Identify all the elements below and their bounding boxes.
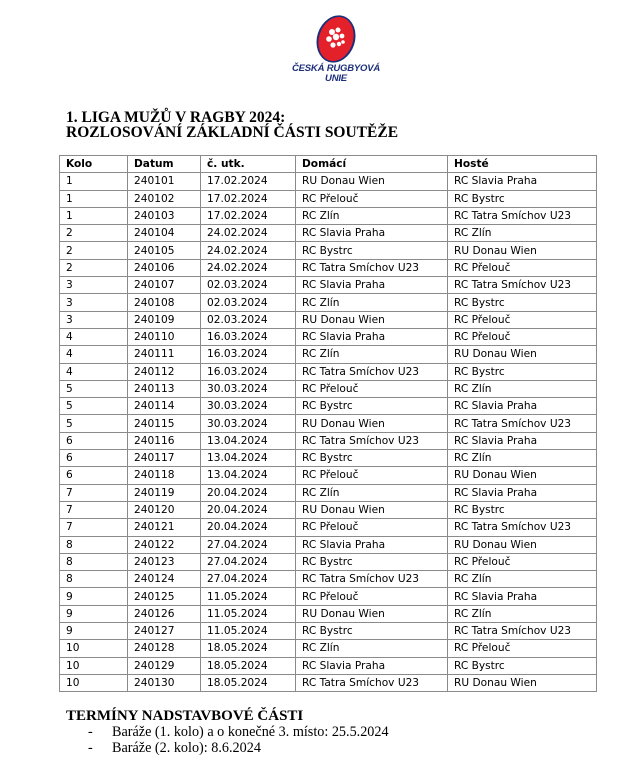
cell-kolo: 9 [60,605,128,622]
cell-datum: 240107 [128,277,201,294]
cell-kolo: 1 [60,207,128,224]
cell-hoste: RU Donau Wien [448,242,597,259]
header-datum: Datum [128,156,201,173]
cell-datum: 240128 [128,640,201,657]
cell-hoste: RC Zlín [448,605,597,622]
cell-domaci: RC Zlín [296,207,448,224]
cell-hoste: RC Bystrc [448,363,597,380]
cell-datum: 240108 [128,294,201,311]
table-row [60,640,597,657]
cell-hoste: RC Slavia Praha [448,484,597,501]
header-cislo-utkani: č. utk. [201,156,296,173]
cell-kolo: 6 [60,467,128,484]
cell-hoste: RC Přelouč [448,640,597,657]
table-row [60,242,597,259]
cell-domaci: RU Donau Wien [296,501,448,518]
cell-cislo-utkani: 13.04.2024 [201,432,296,449]
table-row [60,346,597,363]
cell-kolo: 3 [60,311,128,328]
cell-cislo-utkani: 13.04.2024 [201,450,296,467]
playoff-list [66,724,389,756]
playoff-section [66,708,389,756]
cell-hoste: RU Donau Wien [448,674,597,691]
table-row [60,605,597,622]
cell-cislo-utkani: 24.02.2024 [201,242,296,259]
logo-text-line2: UNIE [325,73,347,84]
cell-cislo-utkani: 13.04.2024 [201,467,296,484]
cell-hoste: RC Bystrc [448,501,597,518]
cell-kolo: 8 [60,571,128,588]
table-row [60,294,597,311]
table-row [60,484,597,501]
cell-datum: 240117 [128,450,201,467]
cell-hoste: RC Slavia Praha [448,432,597,449]
cell-domaci: RU Donau Wien [296,415,448,432]
table-row [60,277,597,294]
cell-hoste: RC Tatra Smíchov U23 [448,415,597,432]
cell-kolo: 6 [60,432,128,449]
cell-datum: 240130 [128,674,201,691]
cell-kolo: 3 [60,277,128,294]
cell-datum: 240119 [128,484,201,501]
cell-kolo: 2 [60,259,128,276]
cell-hoste: RC Zlín [448,450,597,467]
table-row [60,259,597,276]
cell-datum: 240101 [128,173,201,190]
table-row [60,173,597,190]
cell-cislo-utkani: 24.02.2024 [201,259,296,276]
bullet-dash: - [88,740,93,756]
document-title [66,110,398,140]
cell-kolo: 10 [60,640,128,657]
table-row [60,225,597,242]
logo-text [284,64,388,84]
cell-datum: 240114 [128,398,201,415]
table-row [60,415,597,432]
cell-datum: 240109 [128,311,201,328]
cell-domaci: RC Tatra Smíchov U23 [296,259,448,276]
schedule-table [59,155,597,692]
cell-kolo: 3 [60,294,128,311]
cell-cislo-utkani: 16.03.2024 [201,328,296,345]
cell-kolo: 5 [60,380,128,397]
cell-kolo: 9 [60,623,128,640]
cell-datum: 240104 [128,225,201,242]
cell-domaci: RC Tatra Smíchov U23 [296,571,448,588]
cell-datum: 240126 [128,605,201,622]
cell-cislo-utkani: 27.04.2024 [201,536,296,553]
cell-domaci: RC Zlín [296,484,448,501]
table-row [60,363,597,380]
cell-domaci: RC Bystrc [296,553,448,570]
cell-cislo-utkani: 11.05.2024 [201,623,296,640]
cell-kolo: 5 [60,398,128,415]
table-row [60,588,597,605]
cell-hoste: RC Přelouč [448,259,597,276]
cell-kolo: 2 [60,225,128,242]
cell-hoste: RU Donau Wien [448,536,597,553]
cell-hoste: RC Zlín [448,225,597,242]
table-header-row [60,156,597,173]
cell-hoste: RU Donau Wien [448,467,597,484]
cell-cislo-utkani: 20.04.2024 [201,519,296,536]
cell-datum: 240116 [128,432,201,449]
cell-domaci: RC Bystrc [296,242,448,259]
cell-cislo-utkani: 11.05.2024 [201,605,296,622]
cell-kolo: 2 [60,242,128,259]
cell-datum: 240121 [128,519,201,536]
logo-text-line1: ČESKÁ RUGBYOVÁ [292,63,380,74]
cell-kolo: 7 [60,501,128,518]
cell-cislo-utkani: 02.03.2024 [201,294,296,311]
cell-datum: 240106 [128,259,201,276]
cell-domaci: RC Zlín [296,294,448,311]
cell-domaci: RC Tatra Smíchov U23 [296,674,448,691]
cell-datum: 240127 [128,623,201,640]
cell-domaci: RC Bystrc [296,450,448,467]
table-row [60,398,597,415]
cell-kolo: 5 [60,415,128,432]
table-row [60,328,597,345]
cell-cislo-utkani: 02.03.2024 [201,277,296,294]
cell-hoste: RC Přelouč [448,311,597,328]
table-row [60,380,597,397]
cell-datum: 240125 [128,588,201,605]
cell-hoste: RC Tatra Smíchov U23 [448,623,597,640]
cell-cislo-utkani: 27.04.2024 [201,553,296,570]
cell-cislo-utkani: 17.02.2024 [201,207,296,224]
cell-domaci: RC Přelouč [296,190,448,207]
cell-domaci: RC Slavia Praha [296,536,448,553]
cell-datum: 240129 [128,657,201,674]
cell-domaci: RC Slavia Praha [296,328,448,345]
cell-hoste: RC Tatra Smíchov U23 [448,207,597,224]
cell-hoste: RC Přelouč [448,328,597,345]
cell-kolo: 7 [60,484,128,501]
cell-cislo-utkani: 20.04.2024 [201,484,296,501]
cell-kolo: 10 [60,674,128,691]
table-row [60,519,597,536]
table-row [60,674,597,691]
table-row [60,450,597,467]
cell-domaci: RC Přelouč [296,519,448,536]
cell-domaci: RU Donau Wien [296,311,448,328]
playoff-item [66,740,389,756]
cell-cislo-utkani: 17.02.2024 [201,173,296,190]
cell-kolo: 4 [60,346,128,363]
cell-cislo-utkani: 18.05.2024 [201,674,296,691]
cell-cislo-utkani: 18.05.2024 [201,657,296,674]
cell-hoste: RC Tatra Smíchov U23 [448,277,597,294]
header-hoste: Hosté [448,156,597,173]
cell-domaci: RC Slavia Praha [296,657,448,674]
header-domaci: Domácí [296,156,448,173]
cell-datum: 240118 [128,467,201,484]
cell-kolo: 6 [60,450,128,467]
cell-hoste: RC Bystrc [448,190,597,207]
cell-kolo: 8 [60,553,128,570]
table-row [60,657,597,674]
playoff-item-text: Baráže (2. kolo): 8.6.2024 [112,740,261,756]
title-line2: ROZLOSOVÁNÍ ZÁKLADNÍ ČÁSTI SOUTĚŽE [66,124,399,141]
cell-datum: 240123 [128,553,201,570]
cell-domaci: RC Přelouč [296,467,448,484]
cell-hoste: RU Donau Wien [448,346,597,363]
playoff-item [66,724,389,740]
header-kolo: Kolo [60,156,128,173]
cell-cislo-utkani: 16.03.2024 [201,363,296,380]
playoff-heading: TERMÍNY NADSTAVBOVÉ ČÁSTI [66,708,304,724]
cell-domaci: RC Slavia Praha [296,225,448,242]
cell-datum: 240110 [128,328,201,345]
cell-hoste: RC Bystrc [448,294,597,311]
cell-domaci: RC Přelouč [296,588,448,605]
table-row [60,311,597,328]
table-row [60,207,597,224]
cell-domaci: RU Donau Wien [296,605,448,622]
cell-domaci: RC Tatra Smíchov U23 [296,363,448,380]
cell-hoste: RC Přelouč [448,553,597,570]
cell-hoste: RC Zlín [448,571,597,588]
cell-domaci: RC Bystrc [296,398,448,415]
cell-kolo: 8 [60,536,128,553]
cell-kolo: 1 [60,173,128,190]
table-row [60,553,597,570]
playoff-item-text: Baráže (1. kolo) a o konečné 3. místo: 25.5.2024 [112,724,389,740]
cell-cislo-utkani: 02.03.2024 [201,311,296,328]
cell-cislo-utkani: 30.03.2024 [201,415,296,432]
cell-domaci: RC Bystrc [296,623,448,640]
cell-cislo-utkani: 17.02.2024 [201,190,296,207]
table-row [60,623,597,640]
cell-cislo-utkani: 16.03.2024 [201,346,296,363]
cell-cislo-utkani: 24.02.2024 [201,225,296,242]
cell-kolo: 7 [60,519,128,536]
cell-kolo: 4 [60,363,128,380]
table-row [60,536,597,553]
cell-domaci: RC Přelouč [296,380,448,397]
cell-hoste: RC Tatra Smíchov U23 [448,519,597,536]
cell-hoste: RC Bystrc [448,657,597,674]
cell-hoste: RC Zlín [448,380,597,397]
cell-domaci: RC Zlín [296,640,448,657]
cell-datum: 240103 [128,207,201,224]
cell-datum: 240120 [128,501,201,518]
cell-cislo-utkani: 30.03.2024 [201,398,296,415]
cell-cislo-utkani: 27.04.2024 [201,571,296,588]
table-row [60,190,597,207]
cell-datum: 240111 [128,346,201,363]
cell-cislo-utkani: 18.05.2024 [201,640,296,657]
cru-logo [292,14,380,102]
cell-cislo-utkani: 20.04.2024 [201,501,296,518]
cell-kolo: 10 [60,657,128,674]
cell-hoste: RC Slavia Praha [448,588,597,605]
title-line1: 1. LIGA MUŽŮ V RAGBY 2024: [66,109,286,126]
cell-cislo-utkani: 11.05.2024 [201,588,296,605]
cell-domaci: RU Donau Wien [296,173,448,190]
cell-datum: 240124 [128,571,201,588]
cell-datum: 240102 [128,190,201,207]
cell-domaci: RC Tatra Smíchov U23 [296,432,448,449]
cell-datum: 240105 [128,242,201,259]
bullet-dash: - [88,724,93,740]
cell-domaci: RC Zlín [296,346,448,363]
cell-kolo: 4 [60,328,128,345]
table-row [60,501,597,518]
cell-datum: 240113 [128,380,201,397]
cell-cislo-utkani: 30.03.2024 [201,380,296,397]
rugby-ball-emblem-icon [312,14,360,64]
cell-hoste: RC Slavia Praha [448,173,597,190]
table-row [60,571,597,588]
cell-datum: 240122 [128,536,201,553]
cell-datum: 240112 [128,363,201,380]
cell-kolo: 9 [60,588,128,605]
table-row [60,432,597,449]
cell-hoste: RC Slavia Praha [448,398,597,415]
cell-domaci: RC Slavia Praha [296,277,448,294]
cell-kolo: 1 [60,190,128,207]
table-row [60,467,597,484]
cell-datum: 240115 [128,415,201,432]
